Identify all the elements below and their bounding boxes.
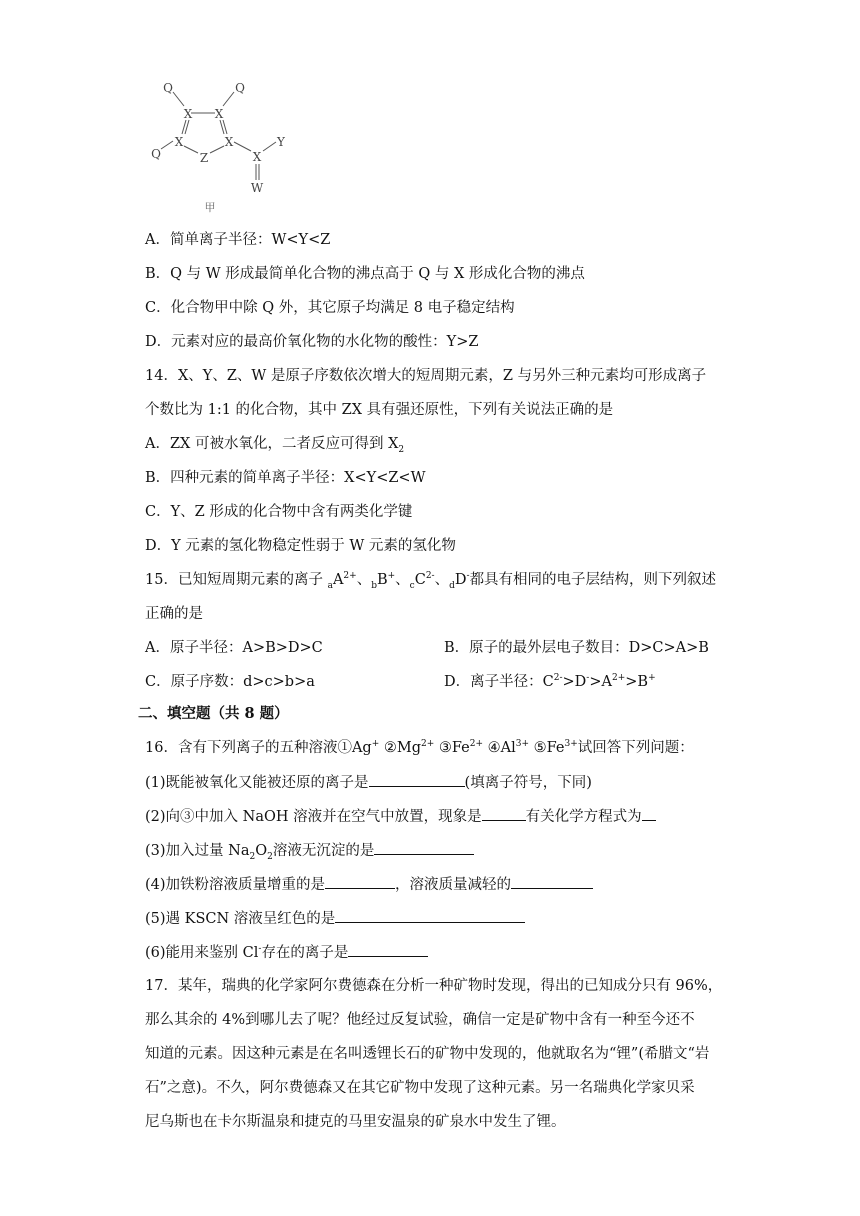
figure-caption: 甲 [204, 201, 216, 214]
q15-option-a: A．原子半径：A>B>D>C [145, 640, 323, 656]
q17-paragraph-line-5: 尼乌斯也在卡尔斯温泉和捷克的马里安温泉的矿泉水中发生了锂。 [145, 1114, 566, 1130]
atom-w: W [250, 181, 264, 195]
q14-option-a: A．ZX 可被水氧化，二者反应可得到 $X_2$ [145, 436, 405, 455]
q17-paragraph-line-2: 那么其余的 4%到哪儿去了呢？他经过反复试验，确信一定是矿物中含有一种至今还不 [145, 1012, 695, 1028]
q14-stem-line-1: 14．X、Y、Z、W 是原子序数依次增大的短周期元素，Z 与另外三种元素均可形成离子 [145, 368, 707, 384]
q16-part-4: (4)加铁粉溶液质量增重的是 ，溶液质量减轻的 [145, 874, 593, 895]
answer-blank[interactable] [482, 806, 526, 821]
q16-part-6: (6)能用来鉴别 Cl-存在的离子是 [145, 942, 428, 963]
q14-option-b: B．四种元素的简单离子半径：X<Y<Z<W [145, 470, 426, 486]
atom-q-left: Q [151, 147, 161, 161]
q15-option-c: C．原子序数：d>c>b>a [145, 674, 315, 690]
q15-option-b: B．原子的最外层电子数目：D>C>A>B [444, 640, 709, 656]
atom-q-top-left: Q [163, 81, 173, 95]
answer-blank[interactable] [335, 908, 525, 923]
q15-stem-line-2: 正确的是 [145, 606, 203, 622]
q14-stem-line-2: 个数比为 1:1 的化合物，其中 ZX 具有强还原性，下列有关说法正确的是 [145, 402, 614, 418]
answer-blank[interactable] [642, 806, 656, 821]
atom-q-top-right: Q [235, 81, 245, 95]
q13-option-c: C．化合物甲中除 Q 外，其它原子均满足 8 电子稳定结构 [145, 300, 515, 316]
q13-option-b: B．Q 与 W 形成最简单化合物的沸点高于 Q 与 X 形成化合物的沸点 [145, 266, 585, 282]
section-heading: 二、填空题（共 8 题） [138, 705, 289, 722]
q16-stem: 16．含有下列离子的五种溶液①Ag+ $②Mg^{2+}$ $③Fe^{2+}$ $④Al^{3+}$ $⑤Fe^{3+}$试回答下列问题： [145, 739, 694, 756]
answer-blank[interactable] [348, 942, 428, 957]
q13-option-a: A．简单离子半径：W<Y<Z [145, 232, 331, 248]
q14-option-d: D．Y 元素的氢化物稳定性弱于 W 元素的氢化物 [145, 538, 456, 554]
q17-paragraph-line-3: 知道的元素。因这种元素是在名叫透锂长石的矿物中发现的，他就取名为“锂”(希腊文“岩 [145, 1046, 710, 1062]
atom-y: Y [277, 135, 285, 149]
atom-x-3: X [174, 135, 184, 149]
q17-paragraph-line-1: 17．某年，瑞典的化学家阿尔费德森在分析一种矿物时发现，得出的已知成分只有 96%， [145, 978, 723, 994]
answer-blank[interactable] [511, 874, 593, 889]
q15-stem-line-1: 15．已知短周期元素的离子 $_aA^{2+}$、$_b$B+、$_cC^{2-}$、$_d$D-都具有相同的电子层结构，则下列叙述 [145, 571, 717, 591]
answer-blank[interactable] [374, 840, 474, 855]
atom-z: Z [199, 151, 209, 165]
molecule-structure-diagram [138, 78, 308, 218]
atom-x-4: X [224, 135, 234, 149]
q17-paragraph-line-4: 石”之意)。不久，阿尔费德森又在其它矿物中发现了这种元素。另一名瑞典化学家贝采 [145, 1080, 695, 1096]
q15-option-d: D．离子半径：$C^{2-}>D^->A^{2+}>B^+$ [444, 673, 656, 690]
atom-x-5: X [252, 150, 262, 164]
atom-x-2: X [214, 107, 224, 121]
atom-x-1: X [183, 107, 193, 121]
answer-blank[interactable] [369, 772, 465, 787]
q16-part-2: (2)向③中加入 NaOH 溶液并在空气中放置，现象是 有关化学方程式为 [145, 806, 656, 827]
q16-part-5: (5)遇 KSCN 溶液呈红色的是 [145, 908, 525, 929]
q14-option-c: C．Y、Z 形成的化合物中含有两类化学键 [145, 504, 413, 520]
q16-part-1: (1)既能被氧化又能被还原的离子是 (填离子符号，下同) [145, 772, 592, 793]
q16-part-3: (3)加入过量 $Na_2O_2$溶液无沉淀的是 [145, 840, 474, 861]
answer-blank[interactable] [325, 874, 395, 889]
q13-option-d: D．元素对应的最高价氧化物的水化物的酸性：Y>Z [145, 334, 479, 350]
